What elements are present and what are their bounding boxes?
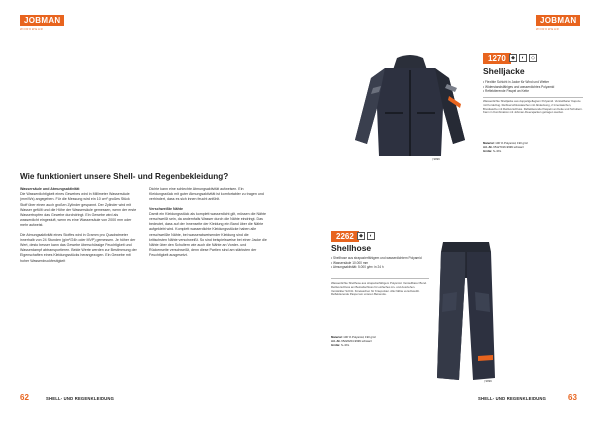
spec-label: Art.-Nr. xyxy=(483,145,493,149)
spec-label: Material: xyxy=(483,141,495,145)
page-number: 63 xyxy=(568,393,577,402)
feature-item: • Shellhose aus strapazierfähigem und wasserdichtem Polyamid xyxy=(331,256,431,261)
body-paragraph: Die Wasserdichtigkeit eines Gewebes wird in Millimeter Wassersäule (mm/Ws) angegeben. Für die Messung wird ein 10 cm² großes Stück Stoff über einen auch großen Zylinder gespannt. Der Zylinder wird mit Wasser gefüllt und die Höhe der Wassersäule gemessen, wenn der erste Wassertropfen das Gewebe durchdringt. Ein Gewebe wird als wasserdicht eingestuft, wenn es eine Wassersäule von 2000 mm oder mehr aufweist. xyxy=(20,192,137,228)
text-column-1 xyxy=(20,187,138,268)
spec-sizes: S–3XL xyxy=(340,343,350,347)
water-drop-icon: ◐ xyxy=(519,54,527,62)
spec-article: 65226204-9999 schwarz xyxy=(341,339,372,343)
feature-item: • Atmungsaktivität: 5.000 g/m² in 24 h xyxy=(331,265,431,270)
product-title: Shelljacke xyxy=(483,66,525,76)
body-paragraph: Damit ein Kleidungsstück als komplett wasserdicht gilt, müssen die Nähte verschweißt sein, da andernfalls Wasser durch die Nähte eindringt. Das bedeutet, dass auf der Innenseite der Kleidung ein Band über die Nähte aufgeklebt wird. Komplett wasserdichte Kleidungsstücke haben alle verschweißte Nähte, bei wasserabweisender Kleidung sind die kritischsten Nähte verschweißt. So sind beispielsweise bei einer Jacke die Nähte über den Schultern wie auch die Nähte an Vorder- und Rückenseite verschweißt, denn diese Partien sind am stärksten der Feuchtigkeit ausgesetzt. xyxy=(149,211,267,258)
spec-material: 100 % Polyamid, 190 g/m² xyxy=(343,335,377,339)
spec-sizes: S–3XL xyxy=(492,149,502,153)
product-number: 1270 xyxy=(483,53,511,64)
page-headline: Wie funktioniert unsere Shell- und Regenbekleidung? xyxy=(20,172,229,181)
brand-logo-right xyxy=(536,15,580,31)
brand-tagline: WORKWEAR xyxy=(20,27,44,31)
image-caption: | 9999 xyxy=(484,379,492,383)
body-paragraph: Dichte kann eine schlechte Atmungsaktivität aufweisen. Ein Kleidungsstück mit guter Atmungsaktivität ist komfortabler zu tragen und verhindert, dass es sich innen feucht anfühlt. xyxy=(149,187,264,202)
feature-item: • Wassersäule 10.000 mm xyxy=(331,261,431,266)
section-heading: Wassersäule und Atmungsaktivität xyxy=(20,187,80,191)
product-title: Shellhose xyxy=(331,243,372,253)
spec-label: Material: xyxy=(331,335,343,339)
spec-material: 100 % Polyamid, 190 g/m² xyxy=(495,141,529,145)
feature-item: • Widerstandsfähiges und wasserdichtes Polyamid xyxy=(483,85,583,90)
brand-wordmark: JOBMAN xyxy=(536,15,580,26)
divider xyxy=(483,97,583,98)
product-number: 2262 xyxy=(331,231,359,242)
divider xyxy=(331,278,429,279)
shield-icon: ◆ xyxy=(509,54,517,62)
product-description: Wasserdichte Shelljacke aus doppeltgeflegtem Polyamid. Verstellbarer Kapuze mit Kordelzug. Reißverschlusstaschen mit Abdeckung, 2 Innentaschen, Brusttasche mit Reißverschluss. Reflektierende Paspeln an Kette und Schultern. Kann in Kombination mit Jobman-Fleecejacken getragen werden. xyxy=(483,99,583,115)
page-section-label: SHELL- UND REGENKLEIDUNG xyxy=(46,396,115,401)
right-page xyxy=(300,0,600,424)
shirt-icon: ◇ xyxy=(529,54,537,62)
image-caption: | 9999 xyxy=(432,157,440,161)
section-heading: Verschweißte Nähte xyxy=(149,206,183,211)
feature-list xyxy=(331,256,431,270)
water-drop-icon: ◐ xyxy=(367,232,375,240)
product-specs xyxy=(331,335,429,347)
shield-icon: ◆ xyxy=(357,232,365,240)
product-specs xyxy=(483,141,583,153)
brand-logo-left xyxy=(20,15,64,31)
brand-tagline: WORKWEAR xyxy=(536,27,560,31)
page-number: 62 xyxy=(20,393,29,402)
spec-label: Größe: xyxy=(483,149,493,153)
feature-list xyxy=(483,80,583,94)
shell-pants-image xyxy=(433,238,499,386)
text-column-2 xyxy=(149,187,267,263)
brand-wordmark: JOBMAN xyxy=(20,15,64,26)
spec-label: Größe: xyxy=(331,343,341,347)
product-description: Wasserdichte Shellhose aus strapazierfähigem Polyamid. Verstellbarer Bund. Reißverschluss am Beinabschluss für einfaches An- und Ausziehen. Verstärkter Schritt. Knietaschen für Kniepolster. Alle Nähte verschweißt. Reflektierende Paspel am unteren Beinende. xyxy=(331,281,427,297)
spec-label: Art.-Nr. xyxy=(331,339,341,343)
shell-jacket-image xyxy=(345,52,475,164)
feature-item: • Flexible Schicht in Jacke für Wind und Wetter xyxy=(483,80,583,85)
body-paragraph: Die Atmungsaktivität eines Stoffes wird in Gramm pro Quadratmeter innerhalb von 24 Stunden (g/m²/24h oder MVP) gemessen. Je höher der Wert, desto besser kann das Gewebe überschüssige Feuchtigkeit und Wasserdampf abtransportieren. Beide Werte werden zur Bestimmung der Eigenschaften eines Kleidungsstücks herangezogen. Ein Gewebe mit hoher Wasserdruckfestigkeit xyxy=(20,232,137,263)
spec-article: 65127016-9999 schwarz xyxy=(493,145,524,149)
feature-item: • Reflektierende Paspel an Kette xyxy=(483,89,583,94)
page-section-label: SHELL- UND REGENKLEIDUNG xyxy=(478,396,547,401)
